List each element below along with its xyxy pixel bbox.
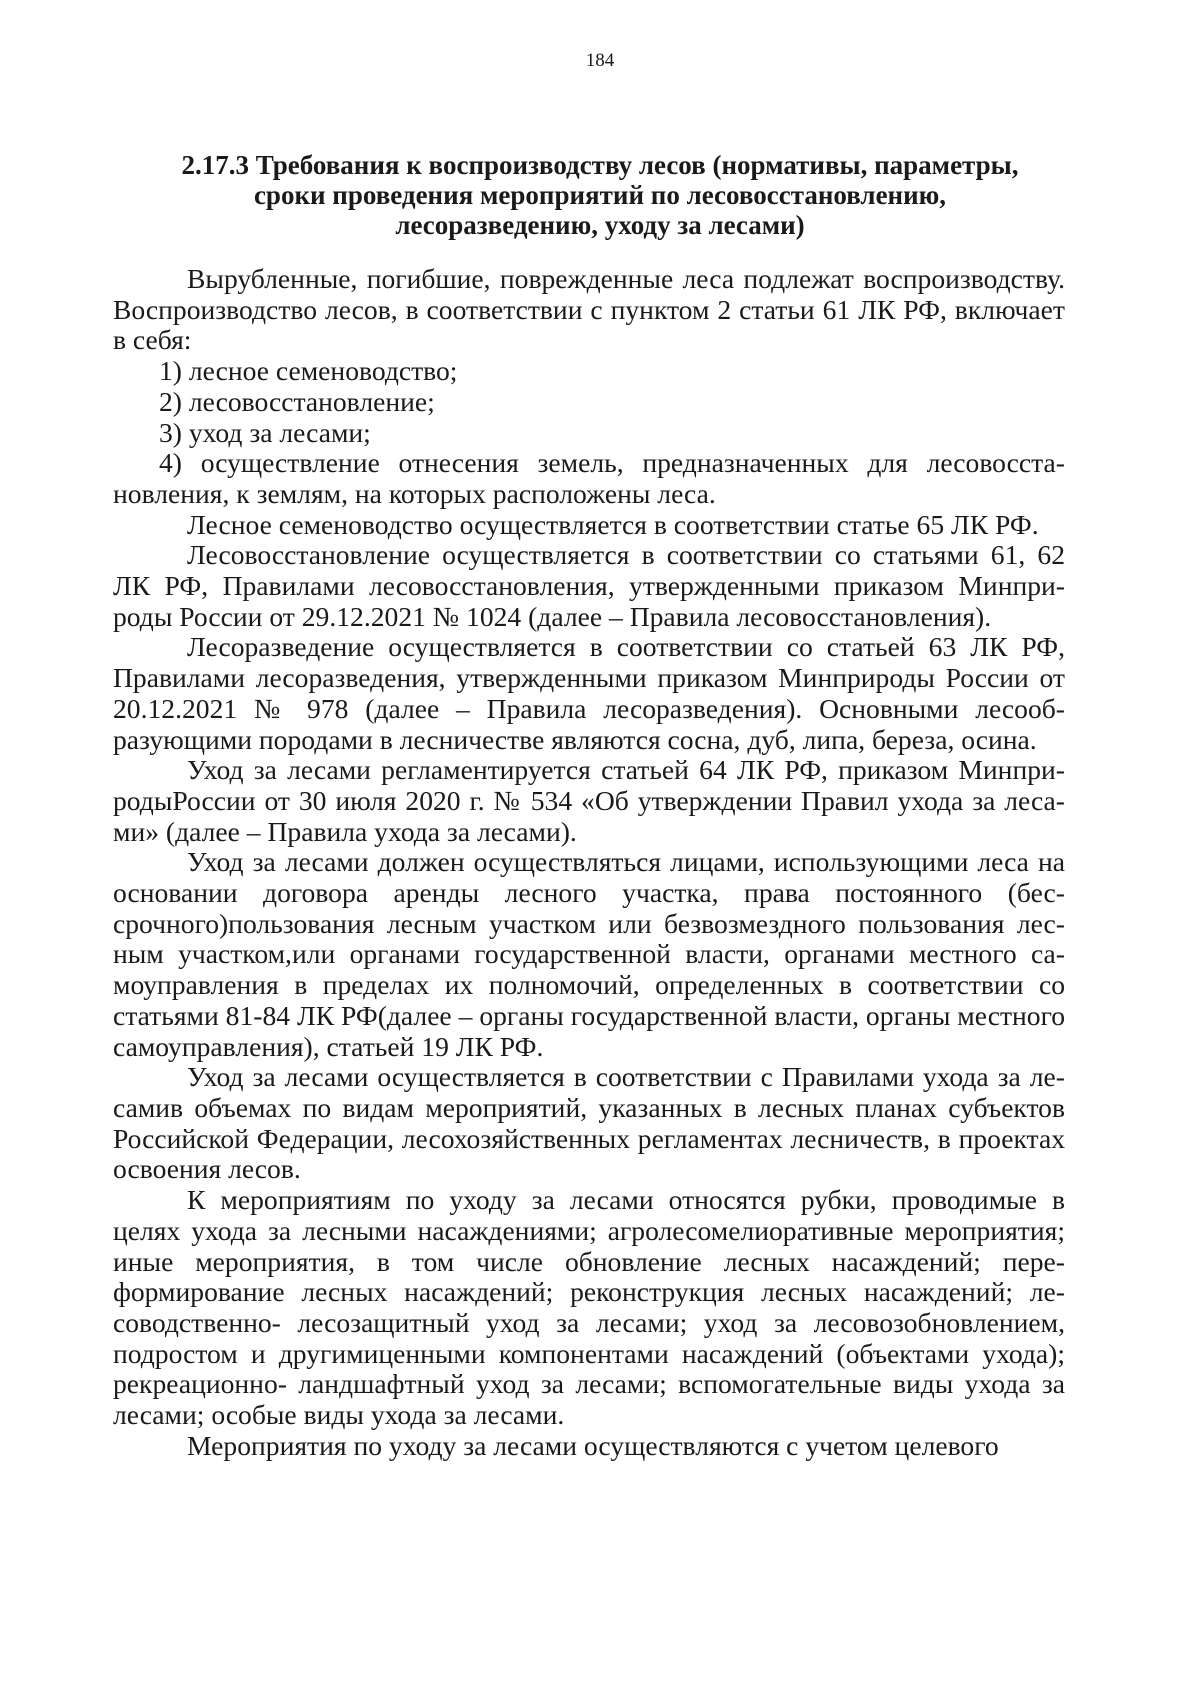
paragraph-forest-care-measures: К мероприятиям по уходу за лесами относятся рубки, проводимые в целях ухода за лесными насаждениями; агролесомелиоративные мероприятия; иные мероприятия, в том числе обновление лесных насаждений; переформирование лесных насаждений; реконструкция лесных насаждений; лесоводственно- лесозащитный уход за лесами; уход за лесовозобновлением, подростом и другимиценными компонентами насаждений (объектами ухода); рекреационно- ландшафтный уход за лесами; вспомогательные виды ухода за лесами; особые виды ухода за лесами. [113, 1184, 1065, 1431]
paragraph-afforestation: Лесоразведение осуществляется в соответствии со статьей 63 ЛК РФ, Правилами лесоразведения, утвержденными приказом Минприроды России от 20.12.2021 № 978 (далее – Правила лесоразведения). Основными лесообразующими породами в лесничестве являются сосна, дуб, липа, береза, осина. [113, 631, 1065, 755]
paragraph-forest-care-regulation: Уход за лесами регламентируется статьей 64 ЛК РФ, приказом МинприродыРоссии от 30 июля 2020 г. № 534 «Об утверждении Правил ухода за лесами» (далее – Правила ухода за лесами). [113, 754, 1065, 847]
list-item-2: 2) лесовосстановление; [159, 385, 435, 417]
list-item-1: 1) лесное семеноводство; [159, 355, 458, 387]
body-text [113, 264, 1065, 1461]
paragraph-reforestation: Лесовосстановление осуществляется в соответствии со статьями 61, 62 ЛК РФ, Правилами лесовосстановления, утвержденными приказом Минприроды России от 29.12.2021 № 1024 (далее – Правила лесовосстановления). [113, 539, 1065, 632]
paragraph-seed-production: Лесное семеноводство осуществляется в соответствии статье 65 ЛК РФ. [187, 508, 1039, 540]
paragraph-forest-care-target: Мероприятия по уходу за лесами осуществляются с учетом целевого [187, 1429, 999, 1461]
paragraph-intro: Вырубленные, погибшие, поврежденные леса подлежат воспроизводству. Воспроизводство лесов, в соответствии с пунктом 2 статьи 61 ЛК РФ, включает в себя: [113, 263, 1065, 356]
section-heading-line-2: сроки проведения мероприятий по лесовосстановлению, [253, 180, 947, 210]
list-item-3: 3) уход за лесами; [159, 416, 371, 448]
section-heading [115, 150, 1085, 240]
paragraph-forest-care-persons: Уход за лесами должен осуществляться лицами, использующими леса на основании договора аренды лесного участка, права постоянного (бессрочного)пользования лесным участком или безвозмездного пользования лесным участком,или органами государственной власти, органами местного самоуправления в пределах их полномочий, определенных в соответствии со статьями 81-84 ЛК РФ(далее – органы государственной власти, органы местного самоуправления), статьей 19 ЛК РФ. [113, 846, 1065, 1062]
list-item-4: 4) осуществление отнесения земель, предназначенных для лесовосстановления, к землям, на которых расположены леса. [113, 447, 1065, 509]
paragraph-forest-care-volumes: Уход за лесами осуществляется в соответствии с Правилами ухода за лесамив объемах по видам мероприятий, указанных в лесных планах субъектов Российской Федерации, лесохозяйственных регламентах лесничеств, в проектах освоения лесов. [113, 1061, 1065, 1185]
section-heading-line-1: 2.17.3 Требования к воспроизводству лесов (нормативы, параметры, [181, 150, 1019, 180]
section-heading-line-3: лесоразведению, уходу за лесами) [395, 210, 805, 240]
page-number: 184 [585, 50, 615, 71]
